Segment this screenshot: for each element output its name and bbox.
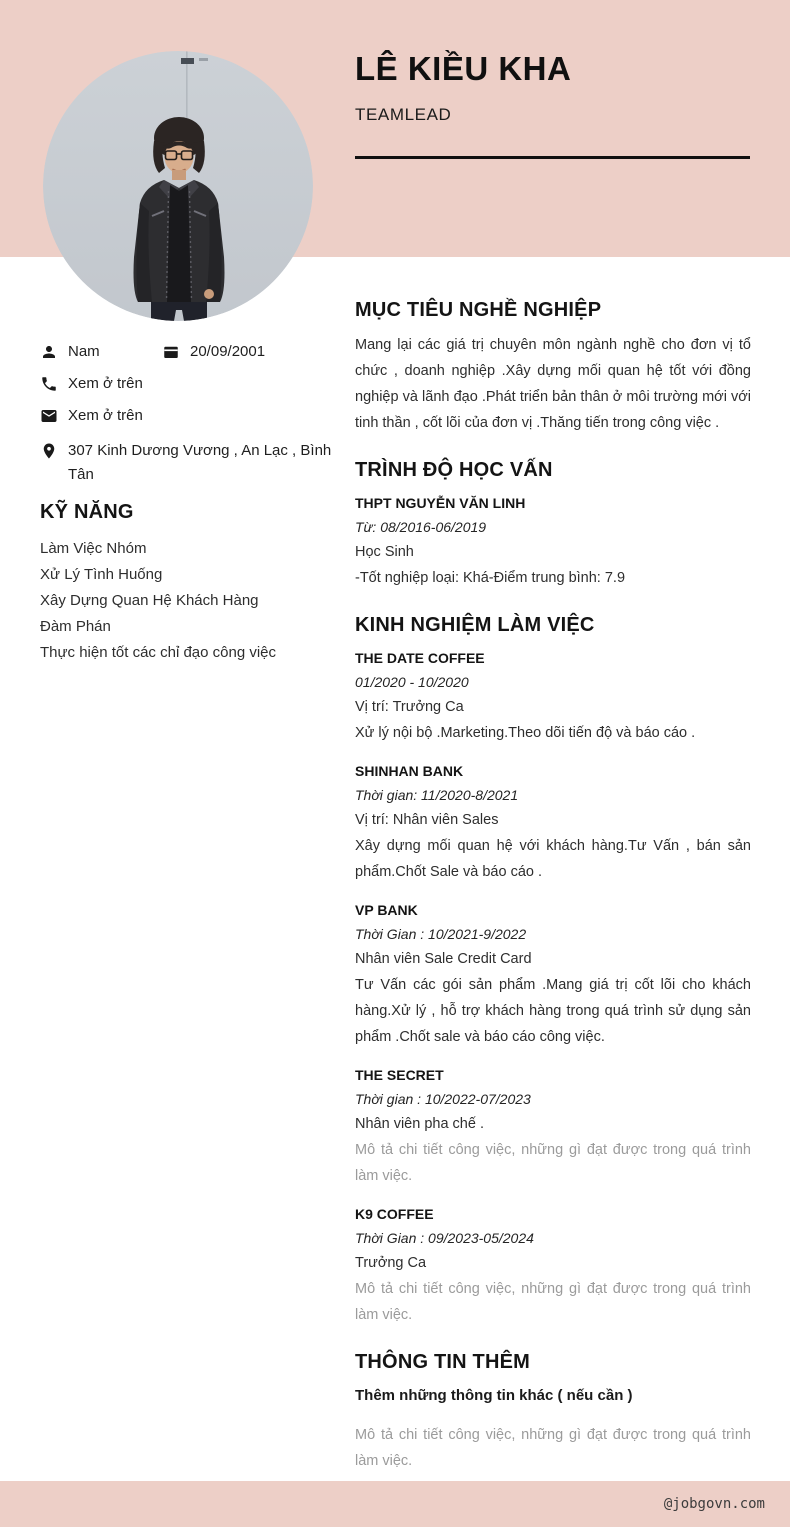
location-pin-icon <box>40 442 58 460</box>
gender-value: Nam <box>68 343 100 360</box>
header-divider <box>355 156 750 159</box>
header-text-block <box>355 50 750 159</box>
contact-row-phone <box>40 375 336 393</box>
gender-field <box>40 343 152 361</box>
job-period: Thời Gian : 09/2023-05/2024 <box>355 1230 534 1246</box>
experience-job <box>355 760 751 885</box>
objective-section <box>355 298 751 436</box>
skills-list <box>40 536 336 666</box>
education-heading: TRÌNH ĐỘ HỌC VẤN <box>355 459 553 481</box>
skill-item: Làm Việc Nhóm <box>40 540 147 557</box>
additional-subheading: Thêm những thông tin khác ( nếu cần ) <box>355 1387 633 1404</box>
profile-photo <box>43 51 313 321</box>
experience-list <box>355 647 751 1328</box>
experience-job <box>355 1064 751 1189</box>
job-company: THE DATE COFFEE <box>355 650 485 666</box>
job-role: Trưởng Ca <box>355 1255 427 1271</box>
job-description: Xây dựng mối quan hệ với khách hàng.Tư Vấn , bán sản phẩm.Chốt Sale và báo cáo . <box>355 838 751 880</box>
left-column <box>40 343 336 666</box>
profile-photo-illustration <box>43 51 313 321</box>
email-icon <box>40 407 58 425</box>
job-role: Vị trí: Trưởng Ca <box>355 699 464 715</box>
experience-job <box>355 1203 751 1328</box>
additional-heading: THÔNG TIN THÊM <box>355 1351 531 1373</box>
email-value: Xem ở trên <box>68 407 143 424</box>
contact-row-email <box>40 407 336 425</box>
right-column <box>355 298 751 1496</box>
experience-job <box>355 647 751 746</box>
education-entry <box>355 492 751 591</box>
contact-row-address <box>40 439 336 487</box>
job-role: Vị trí: Nhân viên Sales <box>355 812 499 828</box>
experience-heading: KINH NGHIỆM LÀM VIỆC <box>355 614 595 636</box>
education-role: Học Sinh <box>355 544 414 560</box>
candidate-name: LÊ KIỀU KHA <box>355 50 572 87</box>
job-role: Nhân viên pha chế . <box>355 1116 484 1132</box>
job-period: Thời gian : 10/2022-07/2023 <box>355 1091 531 1107</box>
person-icon <box>40 343 58 361</box>
skill-item: Đàm Phán <box>40 618 111 635</box>
education-school: THPT NGUYỄN VĂN LINH <box>355 495 526 511</box>
additional-placeholder-text: Mô tả chi tiết công việc, những gì đạt được trong quá trình làm việc. <box>355 1426 751 1469</box>
experience-section <box>355 613 751 1328</box>
skill-item: Thực hiện tốt các chỉ đạo công việc <box>40 644 277 661</box>
education-period: Từ: 08/2016-06/2019 <box>355 519 487 535</box>
candidate-job-title: TEAMLEAD <box>355 105 452 124</box>
job-role: Nhân viên Sale Credit Card <box>355 951 532 967</box>
education-section <box>355 458 751 591</box>
experience-job <box>355 899 751 1050</box>
phone-value: Xem ở trên <box>68 375 143 392</box>
job-company: K9 COFFEE <box>355 1206 434 1222</box>
job-description: Xử lý nội bộ .Marketing.Theo dõi tiến độ và báo cáo . <box>355 725 696 741</box>
skill-item: Xử Lý Tình Huống <box>40 566 163 583</box>
phone-icon <box>40 375 58 393</box>
job-company: THE SECRET <box>355 1067 444 1083</box>
job-period: Thời gian: 11/2020-8/2021 <box>355 787 519 803</box>
job-description: Tư Vấn các gói sản phẩm .Mang giá trị cốt lõi cho khách hàng.Xử lý , hỗ trợ khách hàng trong quá trình sử dụng sản phẩm .Chốt sale và báo cáo công việc. <box>355 977 751 1045</box>
additional-info-section <box>355 1350 751 1474</box>
job-period: 01/2020 - 10/2020 <box>355 674 469 690</box>
birthdate-field <box>162 343 265 361</box>
watermark: @jobgovn.com <box>663 1496 765 1512</box>
job-period: Thời Gian : 10/2021-9/2022 <box>355 926 527 942</box>
job-description: Mô tả chi tiết công việc, những gì đạt được trong quá trình làm việc. <box>355 1281 751 1323</box>
birthdate-value: 20/09/2001 <box>190 343 266 360</box>
address-value: 307 Kinh Dương Vương , An Lạc , Bình Tân <box>68 442 332 483</box>
objective-heading: MỤC TIÊU NGHỀ NGHIỆP <box>355 299 602 321</box>
objective-text: Mang lại các giá trị chuyên môn ngành nghề cho đơn vị tổ chức , doanh nghiệp .Xây dựng mối quan hệ tốt với đồng nghiệp và lãnh đạo .Phát triển bản thân ở môi trường mới với tinh thần , cốt lõi của đơn vị .Thăng tiến trong công việc . <box>355 337 751 431</box>
skills-heading: KỸ NĂNG <box>40 501 134 523</box>
job-description: Mô tả chi tiết công việc, những gì đạt được trong quá trình làm việc. <box>355 1142 751 1184</box>
job-company: SHINHAN BANK <box>355 763 464 779</box>
calendar-icon <box>162 343 180 361</box>
contact-row-gender-birthdate <box>40 343 336 361</box>
education-note: -Tốt nghiệp loại: Khá-Điểm trung bình: 7.9 <box>355 570 626 586</box>
job-company: VP BANK <box>355 902 418 918</box>
footer-bar <box>0 1481 790 1527</box>
skill-item: Xây Dựng Quan Hệ Khách Hàng <box>40 592 259 609</box>
